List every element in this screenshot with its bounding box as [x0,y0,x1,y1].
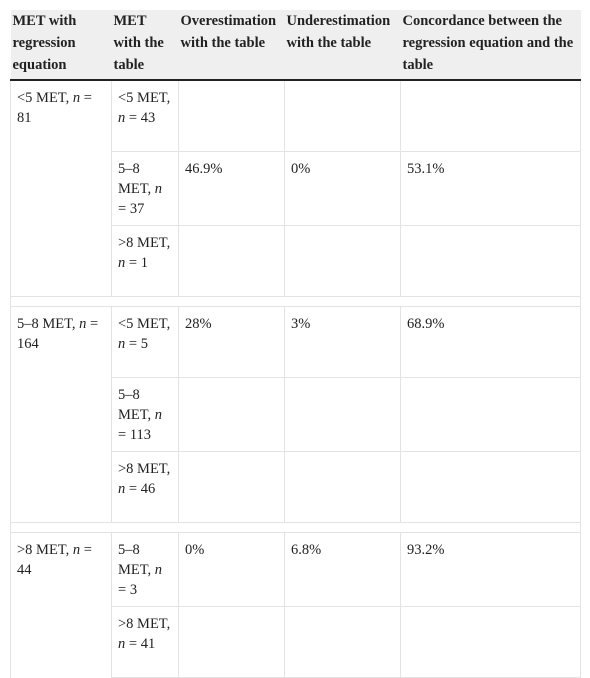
overestimation-cell [179,378,285,452]
concordance-cell: 53.1% [401,152,581,226]
underestimation-cell: 0% [285,152,401,226]
header-row [11,10,581,80]
header-met-regression: MET with regression equation [11,10,112,80]
met-table-cell: >8 MET, n = 41 [112,607,179,678]
overestimation-cell: 28% [179,307,285,378]
concordance-cell: 93.2% [401,533,581,607]
header-overestimation: Overestimation with the table [179,10,285,80]
concordance-cell [401,226,581,297]
group-spacer [11,523,581,533]
concordance-cell [401,452,581,523]
overestimation-cell [179,452,285,523]
overestimation-cell: 46.9% [179,152,285,226]
underestimation-cell: 6.8% [285,533,401,607]
underestimation-cell [285,80,401,152]
concordance-cell [401,80,581,152]
underestimation-cell [285,452,401,523]
met-table-cell: >8 MET, n = 1 [112,226,179,297]
met-table-cell: 5–8 MET, n = 113 [112,378,179,452]
header-concordance: Concordance between the regression equation and the table [401,10,581,80]
group-spacer [11,297,581,307]
overestimation-cell [179,80,285,152]
header-met-table: MET with the table [112,10,179,80]
met-table-cell: 5–8 MET, n = 37 [112,152,179,226]
group-label-cell: >8 MET, n = 44 [11,533,112,678]
header-underestimation: Underestimation with the table [285,10,401,80]
met-table-cell: 5–8 MET, n = 3 [112,533,179,607]
table-row [11,80,581,152]
overestimation-cell [179,226,285,297]
concordance-cell [401,378,581,452]
met-table-cell: <5 MET, n = 5 [112,307,179,378]
group-label-cell: <5 MET, n = 81 [11,80,112,297]
underestimation-cell [285,226,401,297]
group-label-cell: 5–8 MET, n = 164 [11,307,112,523]
met-table-cell: >8 MET, n = 46 [112,452,179,523]
table-row [11,307,581,378]
underestimation-cell [285,378,401,452]
concordance-cell: 68.9% [401,307,581,378]
met-comparison-table [10,10,581,678]
table-row [11,533,581,607]
met-table-cell: <5 MET, n = 43 [112,80,179,152]
overestimation-cell: 0% [179,533,285,607]
underestimation-cell: 3% [285,307,401,378]
